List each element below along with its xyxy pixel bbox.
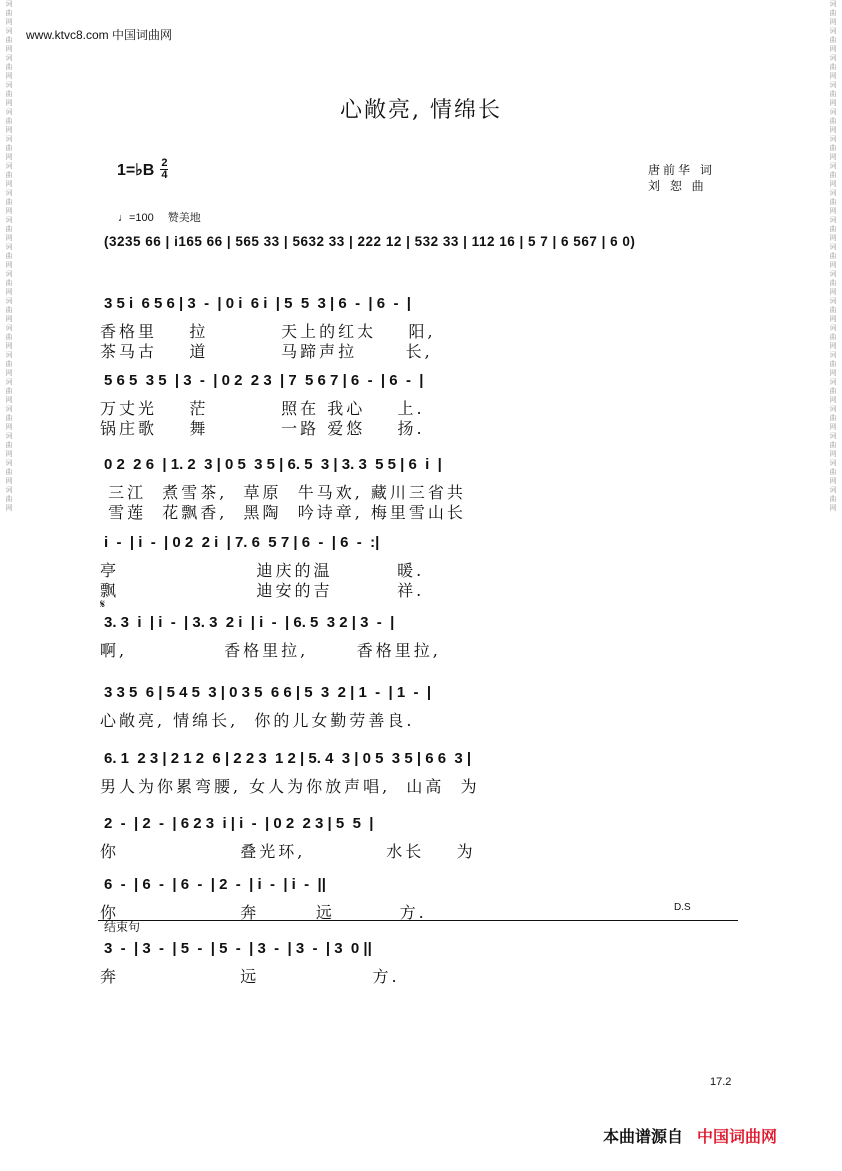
source-prefix: 本曲谱源自	[603, 1129, 684, 1146]
watermark-char: 词	[829, 27, 837, 35]
page-number: 17.2	[710, 1076, 732, 1088]
watermark-char: 词	[5, 378, 13, 386]
lyric-line: 男人为你累弯腰, 女人为你放声唱, 山高 为	[100, 777, 480, 796]
watermark-char: 曲	[5, 198, 13, 206]
ds-mark: D.S	[674, 902, 691, 913]
lyric-line: 万丈光 茫 照在 我心 上.	[100, 399, 425, 418]
expression-mark: 赞美地	[167, 212, 201, 224]
watermark-char: 词	[5, 459, 13, 467]
watermark-char: 网	[5, 207, 13, 215]
watermark-char: 词	[5, 432, 13, 440]
lyric-line: 香格里 拉 天上的红太 阳,	[100, 322, 436, 341]
watermark-char: 网	[829, 369, 837, 377]
watermark-char: 词	[5, 0, 13, 8]
watermark-char: 词	[829, 81, 837, 89]
watermark-char: 曲	[5, 468, 13, 476]
watermark-char: 网	[829, 99, 837, 107]
watermark-char: 曲	[5, 225, 13, 233]
watermark-char: 曲	[5, 144, 13, 152]
notation-row: 6 - | 6 - | 6 - | 2 - | i - | i - ||	[104, 876, 326, 893]
watermark-char: 网	[5, 153, 13, 161]
watermark-char: 网	[5, 504, 13, 512]
lyric-line: 你 奔 远 方.	[100, 903, 427, 922]
watermark-char: 词	[5, 486, 13, 494]
lyric-line: 亭 迪庆的温 暖.	[100, 561, 425, 580]
watermark-char: 曲	[5, 9, 13, 17]
watermark-char: 网	[5, 423, 13, 431]
notation-row: i - | i - | 0 2 2 i | 7. 6 5 7 | 6 - | 6 - :|	[104, 534, 380, 551]
watermark-char: 网	[829, 288, 837, 296]
notation-row: 3 5 i 6 5 6 | 3 - | 0 i 6 i | 5 5 3 | 6 - | 6 - |	[104, 295, 411, 312]
watermark-char: 曲	[5, 171, 13, 179]
source-credit	[603, 1124, 777, 1147]
watermark-char: 网	[5, 126, 13, 134]
watermark-char: 词	[5, 135, 13, 143]
watermark-char: 曲	[829, 441, 837, 449]
watermark-char: 词	[5, 324, 13, 332]
lyric-line: 飘 迪安的吉 祥.	[100, 581, 425, 600]
lyric-line: 啊, 香格里拉, 香格里拉,	[100, 641, 441, 660]
watermark-char: 词	[5, 351, 13, 359]
watermark-char: 词	[829, 162, 837, 170]
watermark-char: 词	[829, 54, 837, 62]
watermark-char: 曲	[829, 90, 837, 98]
watermark-char: 网	[5, 369, 13, 377]
segno-sign: 𝄋	[100, 597, 106, 611]
watermark-char: 词	[829, 189, 837, 197]
watermark-char: 曲	[829, 171, 837, 179]
watermark-char: 网	[5, 450, 13, 458]
watermark-char: 词	[829, 0, 837, 8]
lyric-line: 三江 煮雪茶, 草原 牛马欢, 藏川三省共	[100, 483, 466, 502]
notation-row: 0 2 2 6 | 1. 2 3 | 0 5 3 5 | 6. 5 3 | 3. 3 5 5 | 6 i |	[104, 456, 442, 473]
lyric-line: 奔 远 方.	[100, 967, 400, 986]
watermark-left	[2, 0, 16, 1171]
notation-row: 3 - | 3 - | 5 - | 5 - | 3 - | 3 - | 3 0 ||	[104, 940, 372, 957]
notation-row: 6. 1 2 3 | 2 1 2 6 | 2 2 3 1 2 | 5. 4 3 | 0 5 3 5 | 6 6 3 |	[104, 750, 472, 767]
watermark-char: 词	[829, 297, 837, 305]
watermark-char: 词	[829, 351, 837, 359]
watermark-char: 曲	[5, 252, 13, 260]
lyric-line: 心敞亮, 情绵长, 你的儿女勤劳善良.	[100, 711, 415, 730]
notation-row: 2 - | 2 - | 6 2 3 i | i - | 0 2 2 3 | 5 5 |	[104, 815, 374, 832]
watermark-char: 词	[829, 378, 837, 386]
watermark-char: 曲	[5, 414, 13, 422]
watermark-char: 曲	[829, 63, 837, 71]
watermark-right	[826, 0, 840, 1171]
coda-label: 结束句	[104, 920, 141, 934]
key-label: 1=♭B	[117, 161, 155, 179]
watermark-char: 曲	[829, 360, 837, 368]
watermark-char: 网	[829, 18, 837, 26]
watermark-char: 曲	[5, 63, 13, 71]
notation-row: 5 6 5 3 5 | 3 - | 0 2 2 3 | 7 5 6 7 | 6 - | 6 - |	[104, 372, 424, 389]
credits	[648, 162, 715, 194]
watermark-char: 网	[829, 126, 837, 134]
watermark-char: 网	[829, 342, 837, 350]
watermark-char: 网	[829, 396, 837, 404]
notation-row: 3 3 5 6 | 5 4 5 3 | 0 3 5 6 6 | 5 3 2 | 1 - | 1 - |	[104, 684, 432, 701]
lyric-line: 茶马古 道 马蹄声拉 长,	[100, 342, 433, 361]
watermark-char: 词	[829, 324, 837, 332]
notation-row: 3. 3 i | i - | 3. 3 2 i | i - | 6. 5 3 2 | 3 - |	[104, 614, 395, 631]
lyric-line: 锅庄歌 舞 一路 爱悠 扬.	[100, 419, 425, 438]
watermark-char: 网	[5, 45, 13, 53]
composer-credit: 刘 恕 曲	[648, 179, 707, 193]
watermark-char: 词	[5, 270, 13, 278]
watermark-char: 曲	[829, 414, 837, 422]
lyric-line: 雪莲 花飘香, 黑陶 吟诗章, 梅里雪山长	[100, 503, 466, 522]
watermark-char: 词	[5, 27, 13, 35]
lyricist-credit: 唐前华 词	[648, 163, 715, 177]
watermark-char: 网	[829, 504, 837, 512]
watermark-char: 网	[829, 45, 837, 53]
watermark-char: 网	[829, 261, 837, 269]
watermark-char: 词	[5, 405, 13, 413]
watermark-char: 词	[5, 243, 13, 251]
watermark-char: 词	[829, 270, 837, 278]
watermark-char: 曲	[829, 495, 837, 503]
watermark-char: 曲	[829, 306, 837, 314]
watermark-char: 网	[5, 315, 13, 323]
watermark-char: 词	[5, 297, 13, 305]
watermark-char: 网	[5, 234, 13, 242]
watermark-char: 网	[5, 342, 13, 350]
watermark-char: 曲	[5, 495, 13, 503]
watermark-char: 网	[5, 261, 13, 269]
watermark-char: 曲	[829, 333, 837, 341]
watermark-char: 网	[829, 72, 837, 80]
tempo-marking	[118, 209, 201, 225]
watermark-char: 曲	[5, 333, 13, 341]
watermark-char: 网	[5, 288, 13, 296]
watermark-char: 曲	[5, 279, 13, 287]
watermark-char: 网	[5, 396, 13, 404]
watermark-char: 曲	[829, 9, 837, 17]
key-signature	[117, 158, 168, 181]
watermark-char: 曲	[5, 360, 13, 368]
watermark-char: 网	[829, 423, 837, 431]
watermark-char: 曲	[5, 90, 13, 98]
watermark-char: 词	[829, 135, 837, 143]
watermark-char: 词	[829, 405, 837, 413]
source-brand[interactable]: 中国词曲网	[697, 1129, 778, 1146]
watermark-char: 曲	[5, 36, 13, 44]
watermark-char: 网	[829, 450, 837, 458]
time-bottom: 4	[161, 169, 168, 181]
watermark-char: 词	[829, 486, 837, 494]
watermark-char: 词	[5, 162, 13, 170]
watermark-char: 网	[829, 477, 837, 485]
watermark-char: 曲	[5, 387, 13, 395]
watermark-char: 曲	[829, 117, 837, 125]
coda-bracket	[98, 920, 738, 921]
tempo-mark: ♩=100	[118, 212, 154, 224]
watermark-char: 网	[829, 153, 837, 161]
watermark-char: 曲	[829, 468, 837, 476]
watermark-char: 词	[5, 108, 13, 116]
watermark-char: 网	[5, 18, 13, 26]
watermark-char: 曲	[829, 279, 837, 287]
song-title: 心敞亮, 情绵长	[340, 98, 502, 123]
watermark-char: 网	[829, 234, 837, 242]
watermark-char: 网	[5, 99, 13, 107]
watermark-char: 网	[829, 315, 837, 323]
watermark-char: 网	[829, 207, 837, 215]
watermark-char: 曲	[5, 306, 13, 314]
watermark-char: 曲	[829, 36, 837, 44]
watermark-char: 词	[5, 216, 13, 224]
watermark-char: 曲	[5, 441, 13, 449]
watermark-char: 词	[5, 81, 13, 89]
site-label[interactable]: www.ktvc8.com 中国词曲网	[26, 28, 173, 42]
watermark-char: 曲	[829, 225, 837, 233]
intro-line: (3235 66 | i165 66 | 565 33 | 5632 33 | 222 12 | 532 33 | 112 16 | 5 7 | 6 567 | 6 0)	[104, 234, 636, 249]
watermark-char: 词	[829, 108, 837, 116]
watermark-char: 词	[829, 459, 837, 467]
watermark-char: 曲	[829, 144, 837, 152]
watermark-char: 曲	[829, 198, 837, 206]
watermark-char: 网	[829, 180, 837, 188]
watermark-char: 词	[829, 216, 837, 224]
watermark-char: 网	[5, 72, 13, 80]
watermark-char: 词	[5, 54, 13, 62]
watermark-char: 词	[829, 243, 837, 251]
watermark-char: 曲	[5, 117, 13, 125]
watermark-char: 网	[5, 477, 13, 485]
watermark-char: 曲	[829, 252, 837, 260]
watermark-char: 曲	[829, 387, 837, 395]
watermark-char: 词	[829, 432, 837, 440]
watermark-char: 词	[5, 189, 13, 197]
time-signature	[160, 158, 168, 181]
time-top: 2	[161, 157, 168, 169]
watermark-char: 网	[5, 180, 13, 188]
lyric-line: 你 叠光环, 水长 为	[100, 842, 476, 861]
